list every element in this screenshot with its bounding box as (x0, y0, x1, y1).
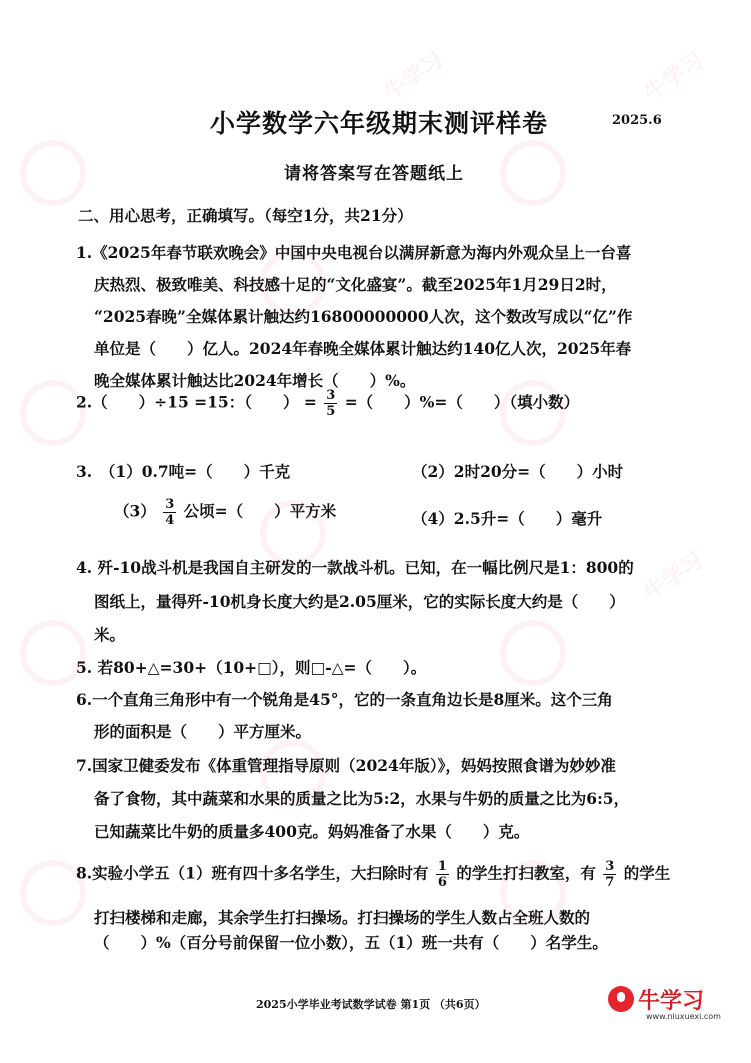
q8-fraction-1 (436, 860, 449, 889)
q7-line-2: 备了食物，其中蔬菜和水果的质量之比为5:2，水果与牛奶的质量之比为6:5， (94, 789, 630, 808)
q1-line-1: 1.《2025年春节联欢晚会》中国中央电视台以满屏新意为海内外观众呈上一台喜 (76, 243, 632, 262)
q8-text-c: 的学生 (623, 863, 671, 883)
q3-part-3 (114, 498, 336, 527)
watermark-text: 牛学习 (379, 47, 449, 107)
q7-line-3: 已知蔬菜比牛奶的质量多400克。妈妈准备了水果（ ）克。 (94, 822, 530, 841)
q8-fraction-1-numerator: 1 (437, 859, 447, 874)
exam-date: 2025.6 (612, 113, 662, 128)
q2-text-before: 2.（ ）÷15 =15：（ ） = (76, 392, 317, 412)
q1-line-3: “2025春晚”全媒体累计触达约16800000000人次，这个数改写成以“亿”作 (94, 307, 633, 326)
watermark-text: 牛学习 (639, 47, 709, 107)
q8-line-1 (76, 860, 670, 889)
q7-line-1: 7.国家卫健委发布《体重管理指导原则（2024年版）》，妈妈按照食谱为妙妙准 (76, 756, 616, 775)
q8-fraction-2-denominator: 7 (605, 875, 615, 890)
q3-fraction-denominator: 4 (165, 513, 175, 528)
logo-text: 牛学习 (638, 989, 705, 1014)
q8-line-2: 打扫楼梯和走廊，其余学生打扫操场。打扫操场的学生人数占全班人数的 (94, 908, 591, 927)
q3-part-3-text: 公顷=（ ）平方米 (183, 501, 337, 521)
q2-fraction-denominator: 5 (326, 404, 336, 419)
q1-line-5: 晚全媒体累计触达比2024年增长（ ）%。 (94, 371, 416, 390)
section-heading: 二、用心思考，正确填写。（每空1分，共21分） (78, 206, 413, 225)
q2-fraction (324, 389, 337, 418)
q3-fraction (163, 498, 176, 527)
watermark-mark (20, 140, 86, 206)
q3-part-2: （2）2时20分=（ ）小时 (412, 462, 624, 481)
q8-text-b: 的学生打扫教室，有 (456, 863, 596, 883)
q8-line-3: （ ）%（百分号前保留一位小数），五（1）班一共有（ ）名学生。 (94, 933, 608, 952)
watermark-mark (500, 140, 566, 206)
page-footer: 2025小学毕业考试数学试卷 第1页 （共6页） (256, 998, 486, 1011)
q3-part-4: （4）2.5升=（ ）毫升 (412, 509, 603, 528)
q2-fraction-numerator: 3 (326, 388, 336, 403)
q8-fraction-2 (603, 860, 616, 889)
q3-part-3-label: （3） (114, 501, 156, 521)
watermark-mark (500, 620, 566, 686)
q1-line-4: 单位是（ ）亿人。2024年春晚全媒体累计触达约140亿人次，2025年春 (94, 339, 632, 358)
logo-url: www.niuxuexi.com (646, 1012, 721, 1021)
q5-line-1: 5. 若80+△=30+（10+□），则□-△=（ ）。 (76, 658, 427, 677)
q6-line-1: 6.一个直角三角形中有一个锐角是45°，它的一条直角边长是8厘米。这个三角 (76, 690, 613, 709)
q1-line-2: 庆热烈、极致唯美、科技感十足的“文化盛宴”。截至2025年1月29日2时， (94, 275, 617, 294)
q2-line (76, 389, 579, 418)
q4-line-1: 4. 歼-10战斗机是我国自主研发的一款战斗机。已知，在一幅比例尺是1：800的 (76, 558, 634, 577)
watermark-text: 牛学习 (639, 547, 709, 607)
q4-line-2: 图纸上，量得歼-10机身长度大约是2.05厘米，它的实际长度大约是（ ） (94, 592, 625, 611)
q2-text-after: =（ ）%=（ ）（填小数） (344, 392, 580, 412)
q3-part-1: 3. （1）0.7吨=（ ）千克 (76, 462, 291, 481)
q3-fraction-numerator: 3 (165, 497, 175, 512)
q4-line-3: 米。 (94, 625, 126, 644)
q8-fraction-1-denominator: 6 (437, 875, 447, 890)
page-subtitle: 请将答案写在答题纸上 (284, 164, 464, 184)
logo-mark-icon (608, 986, 634, 1012)
brand-logo (608, 984, 728, 1024)
q8-fraction-2-numerator: 3 (605, 859, 615, 874)
q8-text-a: 8.实验小学五（1）班有四十多名学生，大扫除时有 (76, 863, 429, 883)
page-title: 小学数学六年级期末测评样卷 (210, 109, 549, 138)
q6-line-2: 形的面积是（ ）平方厘米。 (94, 722, 312, 741)
